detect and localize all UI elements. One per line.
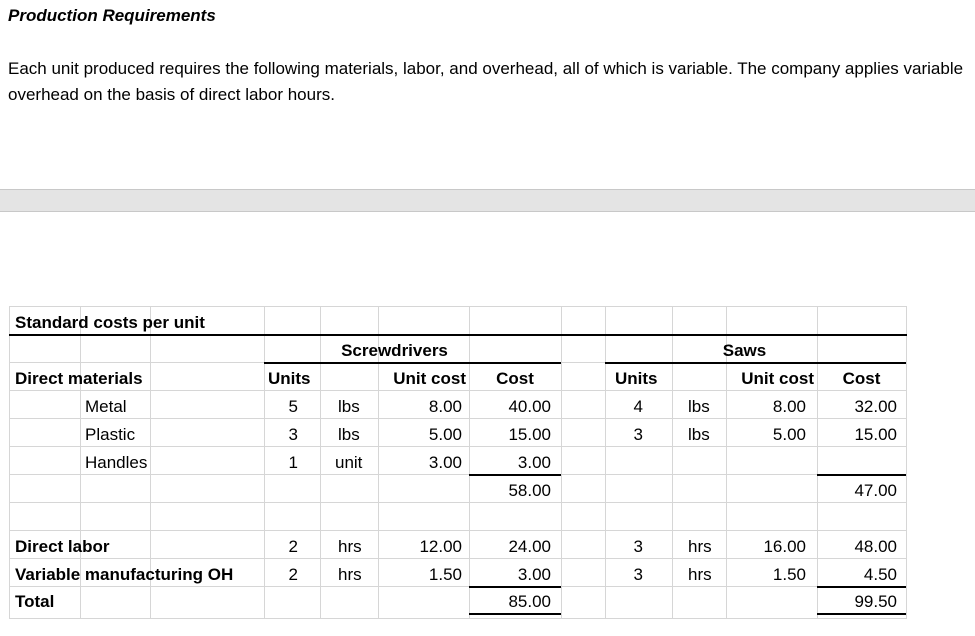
saw-uom: hrs	[688, 565, 712, 584]
saw-units: 4	[633, 397, 643, 416]
saw-total: 99.50	[854, 592, 897, 611]
divider-bar	[0, 189, 975, 212]
saw-uom: hrs	[688, 537, 712, 556]
saw-unit-cost: 16.00	[763, 537, 806, 556]
sd-cost: 15.00	[508, 425, 551, 444]
saw-units: 3	[633, 565, 643, 584]
sd-uom: lbs	[338, 425, 360, 444]
sd-units-header: Units	[268, 369, 311, 388]
sd-units: 2	[288, 565, 298, 584]
sd-cost: 3.00	[517, 565, 551, 584]
saw-uom: lbs	[688, 397, 710, 416]
sd-unit-cost-header: Unit cost	[393, 369, 466, 388]
sd-uom: unit	[335, 453, 363, 472]
sd-cost-header: Cost	[496, 369, 534, 388]
saw-units: 3	[633, 425, 643, 444]
saw-unit-cost: 1.50	[772, 565, 806, 584]
saws-header: Saws	[722, 341, 767, 360]
saw-uom: lbs	[688, 425, 710, 444]
table-title: Standard costs per unit	[15, 313, 205, 332]
sd-units: 2	[288, 537, 298, 556]
sd-cost: 24.00	[508, 537, 551, 556]
sd-units: 5	[288, 397, 298, 416]
sd-units: 3	[288, 425, 298, 444]
sd-uom: hrs	[338, 565, 362, 584]
saw-cost: 15.00	[854, 425, 897, 444]
row-label: Plastic	[85, 425, 136, 444]
saw-cost-header: Cost	[842, 369, 881, 388]
saw-unit-cost-header: Unit cost	[741, 369, 814, 388]
section-heading: Production Requirements	[8, 6, 216, 25]
saw-unit-cost: 5.00	[772, 425, 806, 444]
sd-uom: lbs	[338, 397, 360, 416]
sd-uom: hrs	[338, 537, 362, 556]
description-text: Each unit produced requires the following materials, labor, and overhead, all of which is variable. The company applies variable overhead on the basis of direct labor hours.	[8, 59, 964, 104]
screwdrivers-header: Screwdrivers	[341, 341, 448, 360]
sd-unit-cost: 8.00	[428, 397, 462, 416]
saw-cost: 48.00	[854, 537, 897, 556]
sd-unit-cost: 5.00	[428, 425, 462, 444]
direct-materials-label: Direct materials	[15, 369, 143, 388]
row-label: Metal	[85, 397, 127, 416]
sd-total: 85.00	[508, 592, 551, 611]
sd-cost: 40.00	[508, 397, 551, 416]
saw-materials-subtotal: 47.00	[854, 481, 897, 500]
sd-cost: 3.00	[517, 453, 551, 472]
row-label: Handles	[85, 453, 148, 472]
sd-unit-cost: 3.00	[428, 453, 462, 472]
saw-cost: 4.50	[863, 565, 897, 584]
saw-cost: 32.00	[854, 397, 897, 416]
sd-unit-cost: 12.00	[419, 537, 462, 556]
sd-units: 1	[288, 453, 298, 472]
saw-unit-cost: 8.00	[772, 397, 806, 416]
saw-units: 3	[633, 537, 643, 556]
saw-units-header: Units	[615, 369, 658, 388]
row-label: Variable manufacturing OH	[15, 565, 234, 584]
row-label: Total	[15, 592, 55, 611]
row-label: Direct labor	[15, 537, 110, 556]
sd-unit-cost: 1.50	[428, 565, 462, 584]
sd-materials-subtotal: 58.00	[508, 481, 551, 500]
